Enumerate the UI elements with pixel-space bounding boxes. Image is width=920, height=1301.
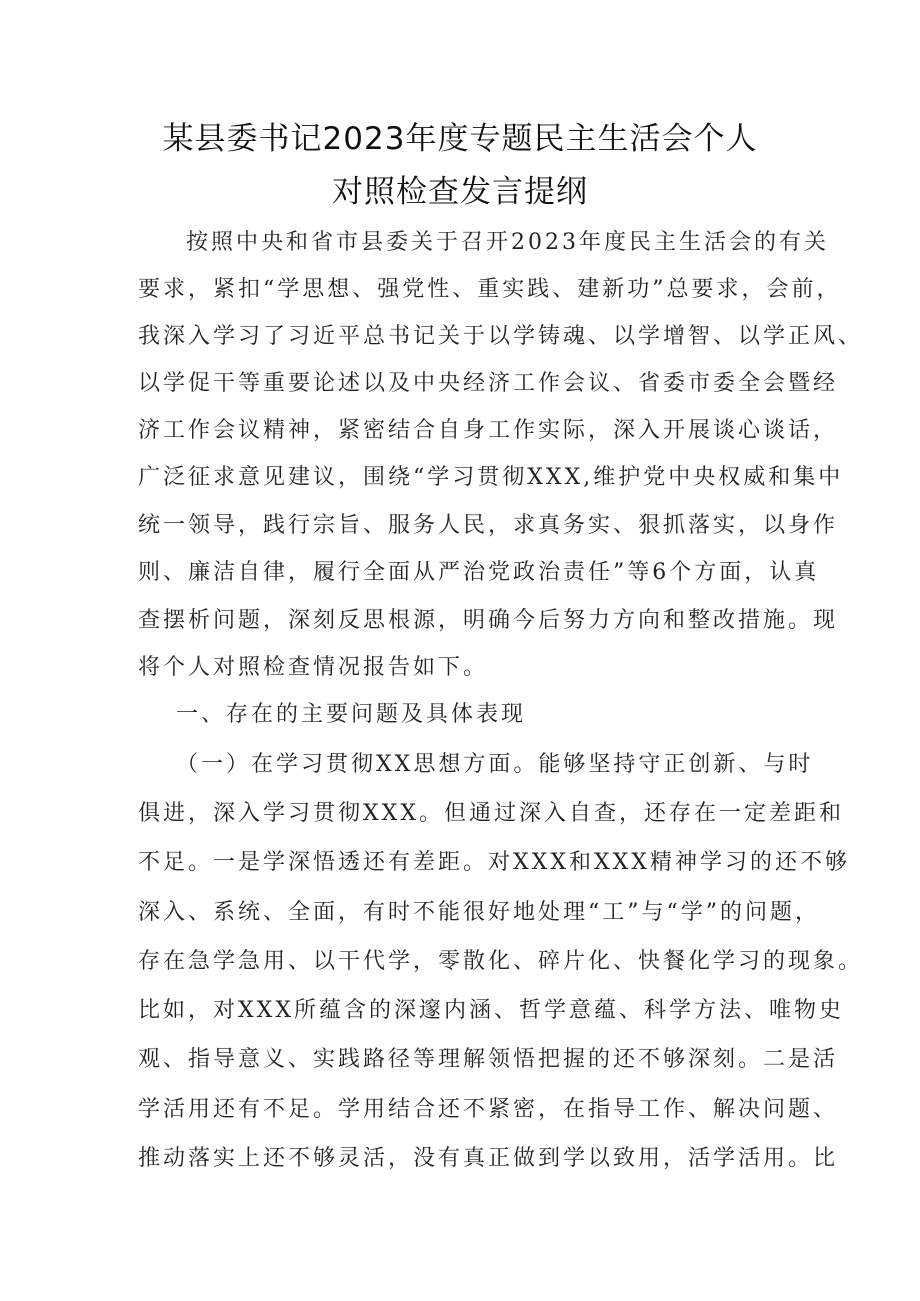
paragraph-2-line: 比如，对XXX所蕴含的深邃内涵、哲学意蕴、科学方法、唯物史	[138, 998, 844, 1023]
paragraph-2-line: （一）在学习贯彻XX思想方面。能够坚持守正创新、与时	[176, 752, 814, 777]
paragraph-2-line: 深入、系统、全面，有时不能很好地处理“工”与“学”的问题，	[138, 900, 820, 925]
paragraph-1-line: 查摆析问题，深刻反思根源，明确今后努力方向和整改措施。现	[138, 608, 839, 633]
paragraph-1-line: 以学促干等重要论述以及中央经济工作会议、省委市委全会暨经	[138, 371, 839, 396]
paragraph-1-line: 将个人对照检查情况报告如下。	[138, 655, 489, 680]
paragraph-2-line: 俱进，深入学习贯彻XXX。但通过深入自查，还存在一定差距和	[138, 801, 844, 826]
paragraph-2-line: 观、指导意义、实践路径等理解领悟把握的还不够深刻。二是活	[138, 1047, 839, 1072]
paragraph-2-line: 推动落实上还不够灵活，没有真正做到学以致用，活学活用。比	[138, 1146, 839, 1171]
paragraph-2-line: 学活用还有不足。学用结合还不紧密，在指导工作、解决问题、	[138, 1097, 839, 1122]
paragraph-1-line: 广泛征求意见建议，围绕“学习贯彻XXX,维护党中央权威和集中	[138, 465, 844, 490]
document-title-line-1: 某县委书记2023年度专题民主生活会个人	[162, 121, 758, 157]
paragraph-1-line: 统一领导，践行宗旨、服务人民，求真务实、狠抓落实，以身作	[138, 513, 839, 538]
section-heading: 一、存在的主要问题及具体表现	[176, 702, 527, 727]
paragraph-1-line: 则、廉洁自律，履行全面从严治党政治责任”等6个方面，认真	[138, 560, 820, 585]
document-title-line-2: 对照检查发言提纲	[332, 174, 588, 210]
paragraph-1-line: 要求，紧扣“学思想、强党性、重实践、建新功”总要求，会前，	[138, 277, 842, 302]
paragraph-2-line: 存在急学急用、以干代学，零散化、碎片化、快餐化学习的现象。	[138, 949, 864, 974]
paragraph-1-line: 我深入学习了习近平总书记关于以学铸魂、以学增智、以学正风、	[138, 324, 864, 349]
paragraph-1-line: 济工作会议精神，紧密结合自身工作实际，深入开展谈心谈话，	[138, 418, 839, 443]
paragraph-2-line: 不足。一是学深悟透还有差距。对XXX和XXX精神学习的还不够	[138, 850, 850, 875]
paragraph-1-line: 按照中央和省市县委关于召开2023年度民主生活会的有关	[186, 230, 829, 255]
